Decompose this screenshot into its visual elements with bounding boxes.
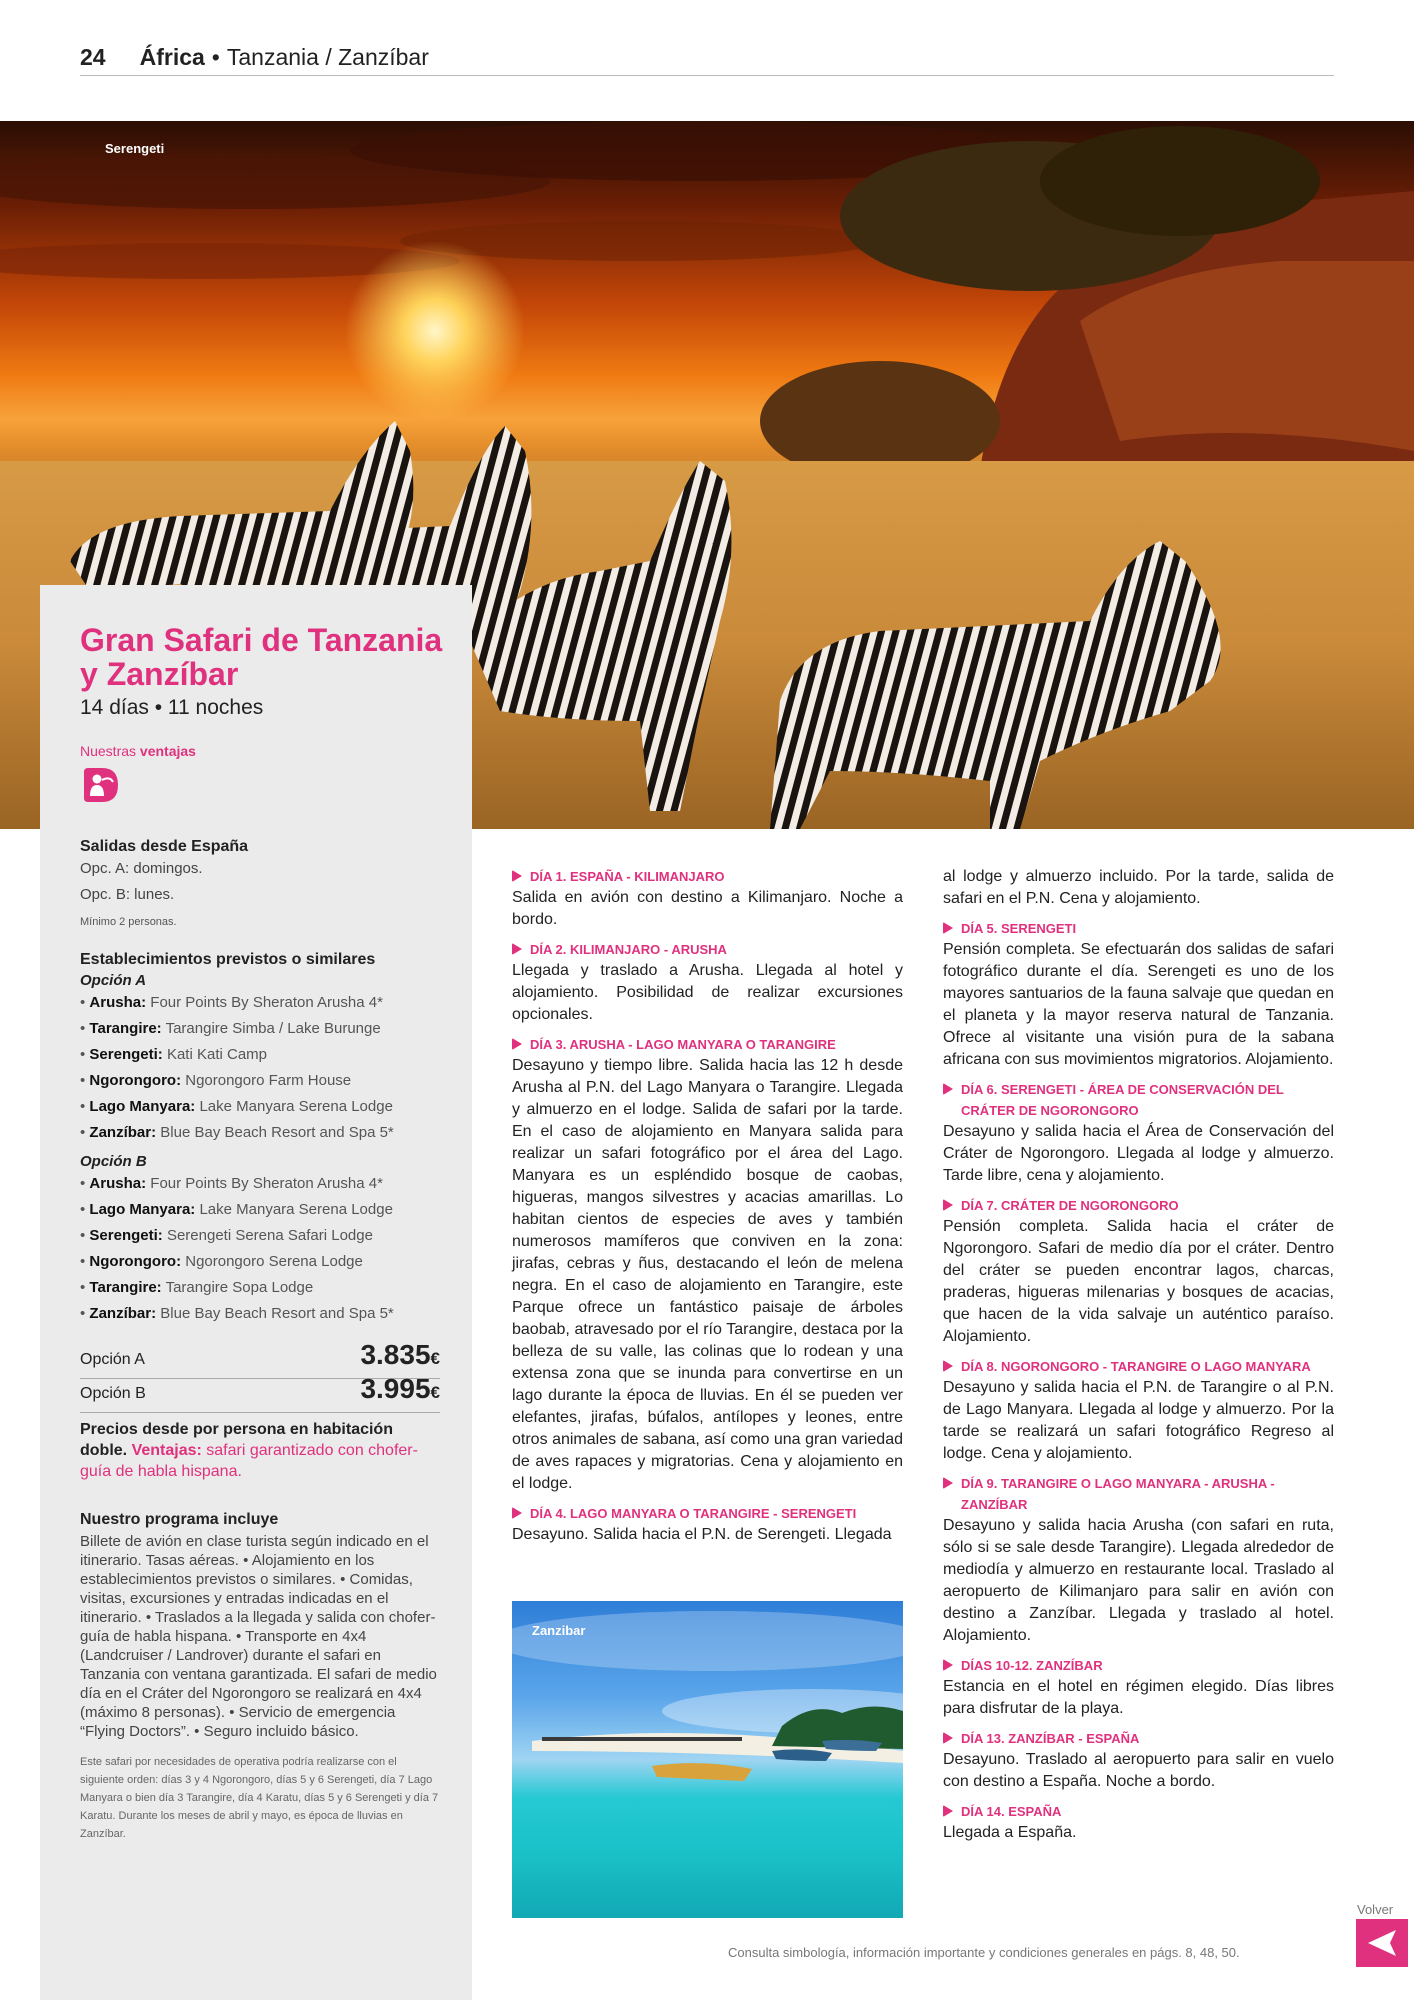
option-b-heading: Opción B [80, 1153, 147, 1170]
arrow-icon [512, 870, 522, 882]
minimum-persons: Mínimo 2 personas. [80, 916, 177, 928]
arrow-icon [943, 1659, 953, 1671]
day-text: Desayuno y salida hacia el P.N. de Tarangire o al P.N. de Lago Manyara. Llegada al lodge y almuerzo. Por la tarde se realizará un safari fotográfico Regreso al lodge. Cena y alojamiento. [943, 1379, 1334, 1462]
price-value-a: 3.835€ [360, 1339, 440, 1370]
day-text: Pensión completa. Salida hacia el cráter de Ngorongoro. Safari de medio día por el cráter. Dentro del cráter se pueden encontrar lagos, charcas, praderas, higueras milenarias y bosques de acacias, que hacen de la vida salvaje un auténtico paraíso. Alojamiento. [943, 1218, 1334, 1345]
day-title: DÍA 7. CRÁTER DE NGORONGORO [961, 1198, 1179, 1213]
hotel-item: • Tarangire: Tarangire Sopa Lodge [80, 1279, 314, 1296]
itinerary-day [512, 1503, 903, 1546]
back-label: Volver [1357, 1902, 1394, 1917]
hotel-item: • Zanzíbar: Blue Bay Beach Resort and Spa 5* [80, 1124, 394, 1141]
day-text: Pensión completa. Se efectuarán dos salidas de safari fotográfico durante el día. Serengeti es uno de los mayores santuarios de la fauna salvaje que quedan en el planeta y la mayor reserva natural de Tanzania. Ofrece al visitante una visión pura de la sabana africana con sus movimientos migratorios. Alojamiento. [943, 941, 1334, 1068]
establishments-heading: Establecimientos previstos o similares [80, 951, 376, 968]
itinerary-day [512, 1034, 903, 1495]
header-separator: • [211, 44, 220, 70]
hotel-item: • Tarangire: Tarangire Simba / Lake Burunge [80, 1020, 381, 1037]
itinerary-day [943, 1655, 1334, 1720]
departures-option-b: Opc. B: lunes. [80, 886, 175, 903]
day-text: Desayuno. Salida hacia el P.N. de Serengeti. Llegada [512, 1526, 892, 1543]
includes-heading: Nuestro programa incluye [80, 1511, 279, 1528]
zanzibar-scene [512, 1601, 903, 1918]
price-row-option-b [80, 1373, 440, 1413]
day-text: Desayuno y salida hacia Arusha (con safari en ruta, sólo si se sale desde Tarangire). Llegada alrededor de mediodía y almuerzo en restaurante local. Traslado al aeropuerto de Kilimanjaro para salir en avión con destino a Zanzíbar. Llegada y traslado al hotel. Alojamiento. [943, 1517, 1334, 1644]
day-title: DÍA 2. KILIMANJARO - ARUSHA [530, 942, 727, 957]
sidebar-content [80, 828, 440, 1843]
day-title: DÍA 8. NGORONGORO - TARANGIRE O LAGO MANYARA [961, 1359, 1311, 1374]
hero-caption: Serengeti [105, 141, 165, 156]
day-text: Llegada y traslado a Arusha. Llegada al hotel y alojamiento. Posibilidad de realizar excursiones opcionales. [512, 962, 903, 1023]
order-note: Este safari por necesidades de operativa podría realizarse con el siguiente orden: días 3 y 4 Ngorongoro, días 5 y 6 Serengeti, día 7 Lago Manyara o bien día 3 Tarangire, día 4 Karatu, días 5 y 6 Serengeti y día 7 Karatu. Durante los meses de abril y mayo, es época de lluvias en Zanzíbar. [80, 1756, 439, 1840]
itinerary-day [943, 1728, 1334, 1793]
day-text: Desayuno. Traslado al aeropuerto para salir en vuelo con destino a España. Noche a bordo. [943, 1751, 1334, 1790]
arrow-icon [943, 1732, 953, 1744]
hotel-item: • Zanzíbar: Blue Bay Beach Resort and Spa 5* [80, 1305, 394, 1322]
page-number: 24 [80, 44, 106, 70]
itinerary-column-1 [512, 866, 903, 1554]
advantages-prefix: Nuestras [80, 743, 137, 759]
day-title: DÍA 13. ZANZÍBAR - ESPAÑA [961, 1731, 1140, 1746]
trip-title: Gran Safari de Tanzania y Zanzíbar [80, 622, 443, 692]
itinerary-day [943, 1079, 1334, 1187]
option-a-hotel-list [80, 990, 440, 1146]
day-title: DÍA 4. LAGO MANYARA O TARANGIRE - SERENGETI [530, 1506, 857, 1521]
day-4-continued: al lodge y almuerzo incluido. Por la tarde, salida de safari en el P.N. Cena y alojamiento. [943, 868, 1334, 907]
arrow-icon [943, 1805, 953, 1817]
day-text: Desayuno y tiempo libre. Salida hacia las 12 h desde Arusha al P.N. del Lago Manyara o Tarangire. Llegada y almuerzo en el lodge. Salida de safari por la tarde. En el caso de alojamiento en Manyara salida para realizar un safari fotográfico por el área del Lago. Manyara es un espléndido bosque de caobas, higueras, mangos silvestres y acacias amarillas. Lo habitan cientos de especies de aves y también numerosos mamíferos que conviven en la zona: jirafas, cebras y ñus, destacando el león de melena negra. En el caso de alojamiento en Tarangire, este Parque ofrece un fantástico paisaje de árboles baobab, atravesado por el río Tarangire, destaca por la belleza de su valle, las colinas que lo rodean y una extensa zona que se inunda para convertirse en un lago durante la época de lluvias. En él se pueden ver elefantes, jirafas, búfalos, antílopes y leones, entre otros animales de sabana, así como una gran variedad de aves rapaces y migratorias. Cena y alojamiento en el lodge. [512, 1057, 903, 1492]
departures-option-a: Opc. A: domingos. [80, 860, 203, 877]
hotel-item: • Lago Manyara: Lake Manyara Serena Lodge [80, 1098, 393, 1115]
arrow-icon [943, 1199, 953, 1211]
hotel-item: • Ngorongoro: Ngorongoro Serena Lodge [80, 1253, 363, 1270]
arrow-icon [512, 1038, 522, 1050]
zanzibar-caption: Zanzibar [532, 1623, 586, 1638]
page-header [80, 44, 1334, 76]
hotel-item: • Arusha: Four Points By Sheraton Arusha 4* [80, 1175, 383, 1192]
arrow-icon [943, 1360, 953, 1372]
day-title: DÍA 5. SERENGETI [961, 921, 1077, 936]
itinerary-day [943, 1195, 1334, 1348]
day-text: Llegada a España. [943, 1824, 1077, 1841]
option-a-heading: Opción A [80, 972, 147, 989]
day-title: DÍAS 10-12. ZANZÍBAR [961, 1658, 1103, 1673]
sun [345, 241, 525, 421]
itinerary-day [943, 918, 1334, 1071]
day-title: DÍA 14. ESPAÑA [961, 1804, 1062, 1819]
includes-text: Billete de avión en clase turista según indicado en el itinerario. Tasas aéreas. • Alojamiento en los establecimientos previstos o similares. • Comidas, visitas, excursiones y entradas indicadas en el itinerario. • Traslados a la llegada y salida con chofer-guía de habla hispana. • Transporte en 4x4 (Landcruiser / Landrover) durante el safari en Tanzania con ventana garantizada. El safari de medio día en el Cráter del Ngorongoro se realizará en 4x4 (máximo 8 personas). • Servicio de emergencia “Flying Doctors”. • Seguro incluido básico. [80, 1533, 437, 1740]
day-text: Desayuno y salida hacia el Área de Conservación del Cráter de Ngorongoro. Llegada al lodge y almuerzo. Tarde libre, cena y alojamiento. [943, 1123, 1334, 1184]
arrow-icon [943, 1083, 953, 1095]
price-value-b: 3.995€ [360, 1373, 440, 1404]
day-title: DÍA 3. ARUSHA - LAGO MANYARA O TARANGIRE [530, 1037, 836, 1052]
back-button[interactable] [1356, 1919, 1408, 1967]
day-title: DÍA 9. TARANGIRE O LAGO MANYARA - ARUSHA - ZANZÍBAR [961, 1476, 1275, 1512]
zanzibar-photo [512, 1601, 903, 1918]
arrow-icon [512, 943, 522, 955]
option-b-hotel-list [80, 1171, 440, 1327]
footer-note: Consulta simbología, información importante y condiciones generales en págs. 8, 48, 50. [728, 1945, 1240, 1960]
hotel-item: • Lago Manyara: Lake Manyara Serena Lodge [80, 1201, 393, 1218]
trip-duration: 14 días • 11 noches [80, 696, 264, 719]
day-title: DÍA 6. SERENGETI - ÁREA DE CONSERVACIÓN DEL CRÁTER DE NGORONGORO [961, 1082, 1284, 1118]
price-note: Precios desde por persona en habitación doble. Ventajas: safari garantizado con chofer-guía de habla hispana. [80, 1421, 418, 1480]
hotel-item: • Serengeti: Serengeti Serena Safari Lodge [80, 1227, 373, 1244]
trip-info-sidebar [40, 585, 472, 2000]
itinerary-day [512, 939, 903, 1026]
price-label-b: Opción B [80, 1385, 146, 1402]
advantages-highlight: ventajas [139, 743, 196, 759]
hotel-item: • Arusha: Four Points By Sheraton Arusha 4* [80, 994, 383, 1011]
itinerary-day [943, 1473, 1334, 1647]
itinerary-day [943, 1356, 1334, 1465]
back-arrow-icon [1356, 1919, 1408, 1967]
departures-heading: Salidas desde España [80, 838, 249, 855]
advantages-label [80, 743, 196, 759]
itinerary-column-2 [943, 866, 1334, 1852]
price-label-a: Opción A [80, 1351, 145, 1368]
hotel-item: • Serengeti: Kati Kati Camp [80, 1046, 267, 1063]
guide-advantage-icon [80, 766, 120, 804]
price-table [80, 1339, 440, 1482]
itinerary-day [512, 866, 903, 931]
itinerary-day [943, 1801, 1334, 1844]
day-text: Salida en avión con destino a Kilimanjaro. Noche a bordo. [512, 889, 903, 928]
day-title: DÍA 1. ESPAÑA - KILIMANJARO [530, 869, 725, 884]
arrow-icon [943, 922, 953, 934]
hotel-item: • Ngorongoro: Ngorongoro Farm House [80, 1072, 352, 1089]
arrow-icon [943, 1477, 953, 1489]
day-text: Estancia en el hotel en régimen elegido. Días libres para disfrutar de la playa. [943, 1678, 1334, 1717]
arrow-icon [512, 1507, 522, 1519]
destination-title: Tanzania / Zanzíbar [226, 44, 429, 70]
trip-title-card [40, 585, 472, 829]
region-title: África [139, 44, 205, 70]
